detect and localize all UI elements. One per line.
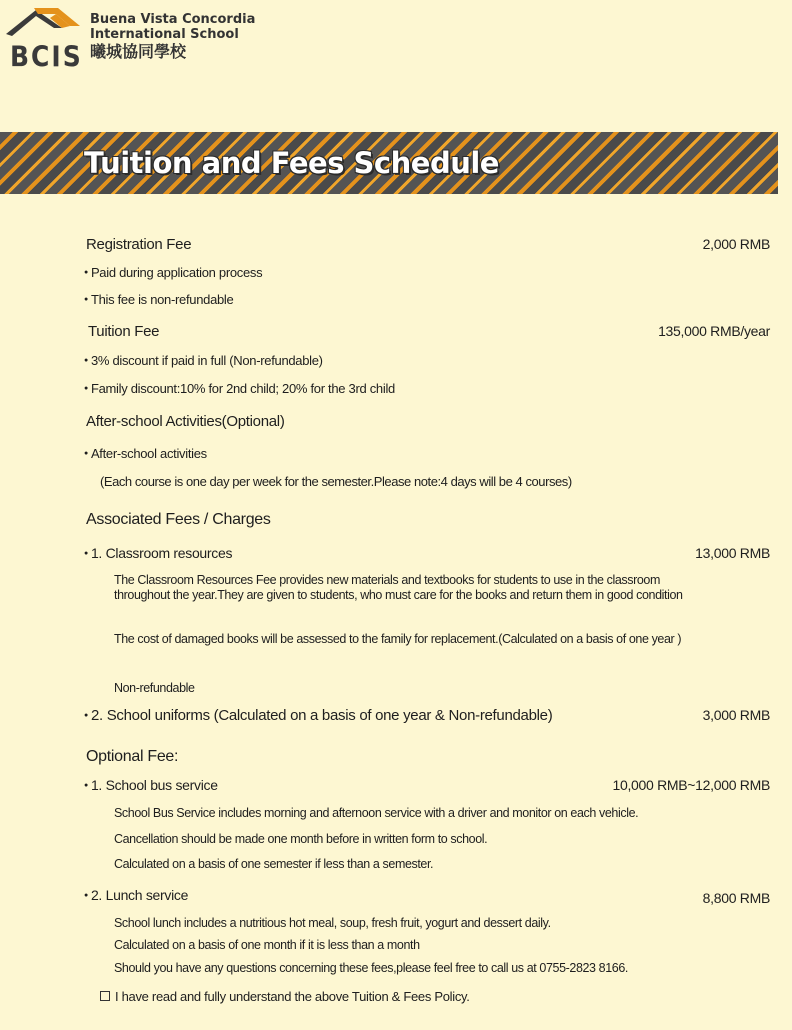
lunch-service-desc-3: Should you have any questions concerning these fees,please feel free to call us at 0755-2823 8166.: [114, 961, 628, 975]
policy-agreement[interactable]: [100, 989, 470, 1004]
agreement-checkbox[interactable]: [100, 991, 110, 1001]
after-school-note: (Each course is one day per week for the semester.Please note:4 days will be 4 courses): [100, 474, 572, 489]
school-uniforms-price: 3,000 RMB: [702, 707, 770, 723]
registration-bullet-1: ● Paid during application process: [84, 265, 262, 280]
logo-abbreviation: BCIS: [10, 40, 83, 74]
after-school-bullet: ● After-school activities: [84, 446, 207, 461]
school-name-line1: Buena Vista Concordia: [90, 12, 256, 27]
school-uniforms-label: ● 2. School uniforms (Calculated on a basis of one year & Non-refundable): [84, 707, 552, 724]
classroom-resources-desc-2: The cost of damaged books will be assessed to the family for replacement.(Calculated on a basis of one year ): [114, 632, 682, 646]
associated-fees-label: Associated Fees / Charges: [86, 511, 271, 528]
school-bus-desc-2: Cancellation should be made one month before in written form to school.: [114, 832, 488, 846]
page-title: Tuition and Fees Schedule: [84, 146, 499, 180]
classroom-resources-desc-1: The Classroom Resources Fee provides new materials and textbooks for students to use in the classroom throughout the year.They are given to students, who must care for the books and return them in good condition: [114, 573, 683, 602]
school-bus-price: 10,000 RMB~12,000 RMB: [612, 777, 770, 793]
classroom-resources-price: 13,000 RMB: [695, 545, 770, 561]
registration-bullet-2: ● This fee is non-refundable: [84, 292, 233, 307]
tuition-fee-label: Tuition Fee: [88, 323, 160, 340]
classroom-resources-desc-3: Non-refundable: [114, 681, 195, 695]
lunch-service-price: 8,800 RMB: [702, 890, 770, 906]
agreement-label: I have read and fully understand the above Tuition & Fees Policy.: [115, 989, 470, 1004]
optional-fee-label: Optional Fee:: [86, 748, 179, 765]
tuition-fee-price: 135,000 RMB/year: [658, 323, 770, 339]
classroom-resources-label: ● 1. Classroom resources: [84, 545, 232, 561]
school-bus-desc-3: Calculated on a basis of one semester if less than a semester.: [114, 857, 434, 871]
school-name-chinese: 曦城協同學校: [90, 42, 187, 61]
tuition-bullet-2: ● Family discount:10% for 2nd child; 20% for the 3rd child: [84, 381, 395, 396]
school-bus-desc-1: School Bus Service includes morning and afternoon service with a driver and monitor on each vehicle.: [114, 806, 639, 820]
registration-fee-price: 2,000 RMB: [702, 236, 770, 252]
registration-fee-label: Registration Fee: [86, 236, 192, 253]
lunch-service-label: ● 2. Lunch service: [84, 887, 188, 903]
school-bus-label: ● 1. School bus service: [84, 777, 218, 793]
lunch-service-desc-2: Calculated on a basis of one month if it is less than a month: [114, 938, 420, 952]
after-school-label: After-school Activities(Optional): [86, 413, 285, 430]
tuition-bullet-1: ● 3% discount if paid in full (Non-refundable): [84, 353, 323, 368]
school-name-line2: International School: [90, 27, 239, 42]
lunch-service-desc-1: School lunch includes a nutritious hot meal, soup, fresh fruit, yogurt and dessert daily.: [114, 916, 551, 930]
